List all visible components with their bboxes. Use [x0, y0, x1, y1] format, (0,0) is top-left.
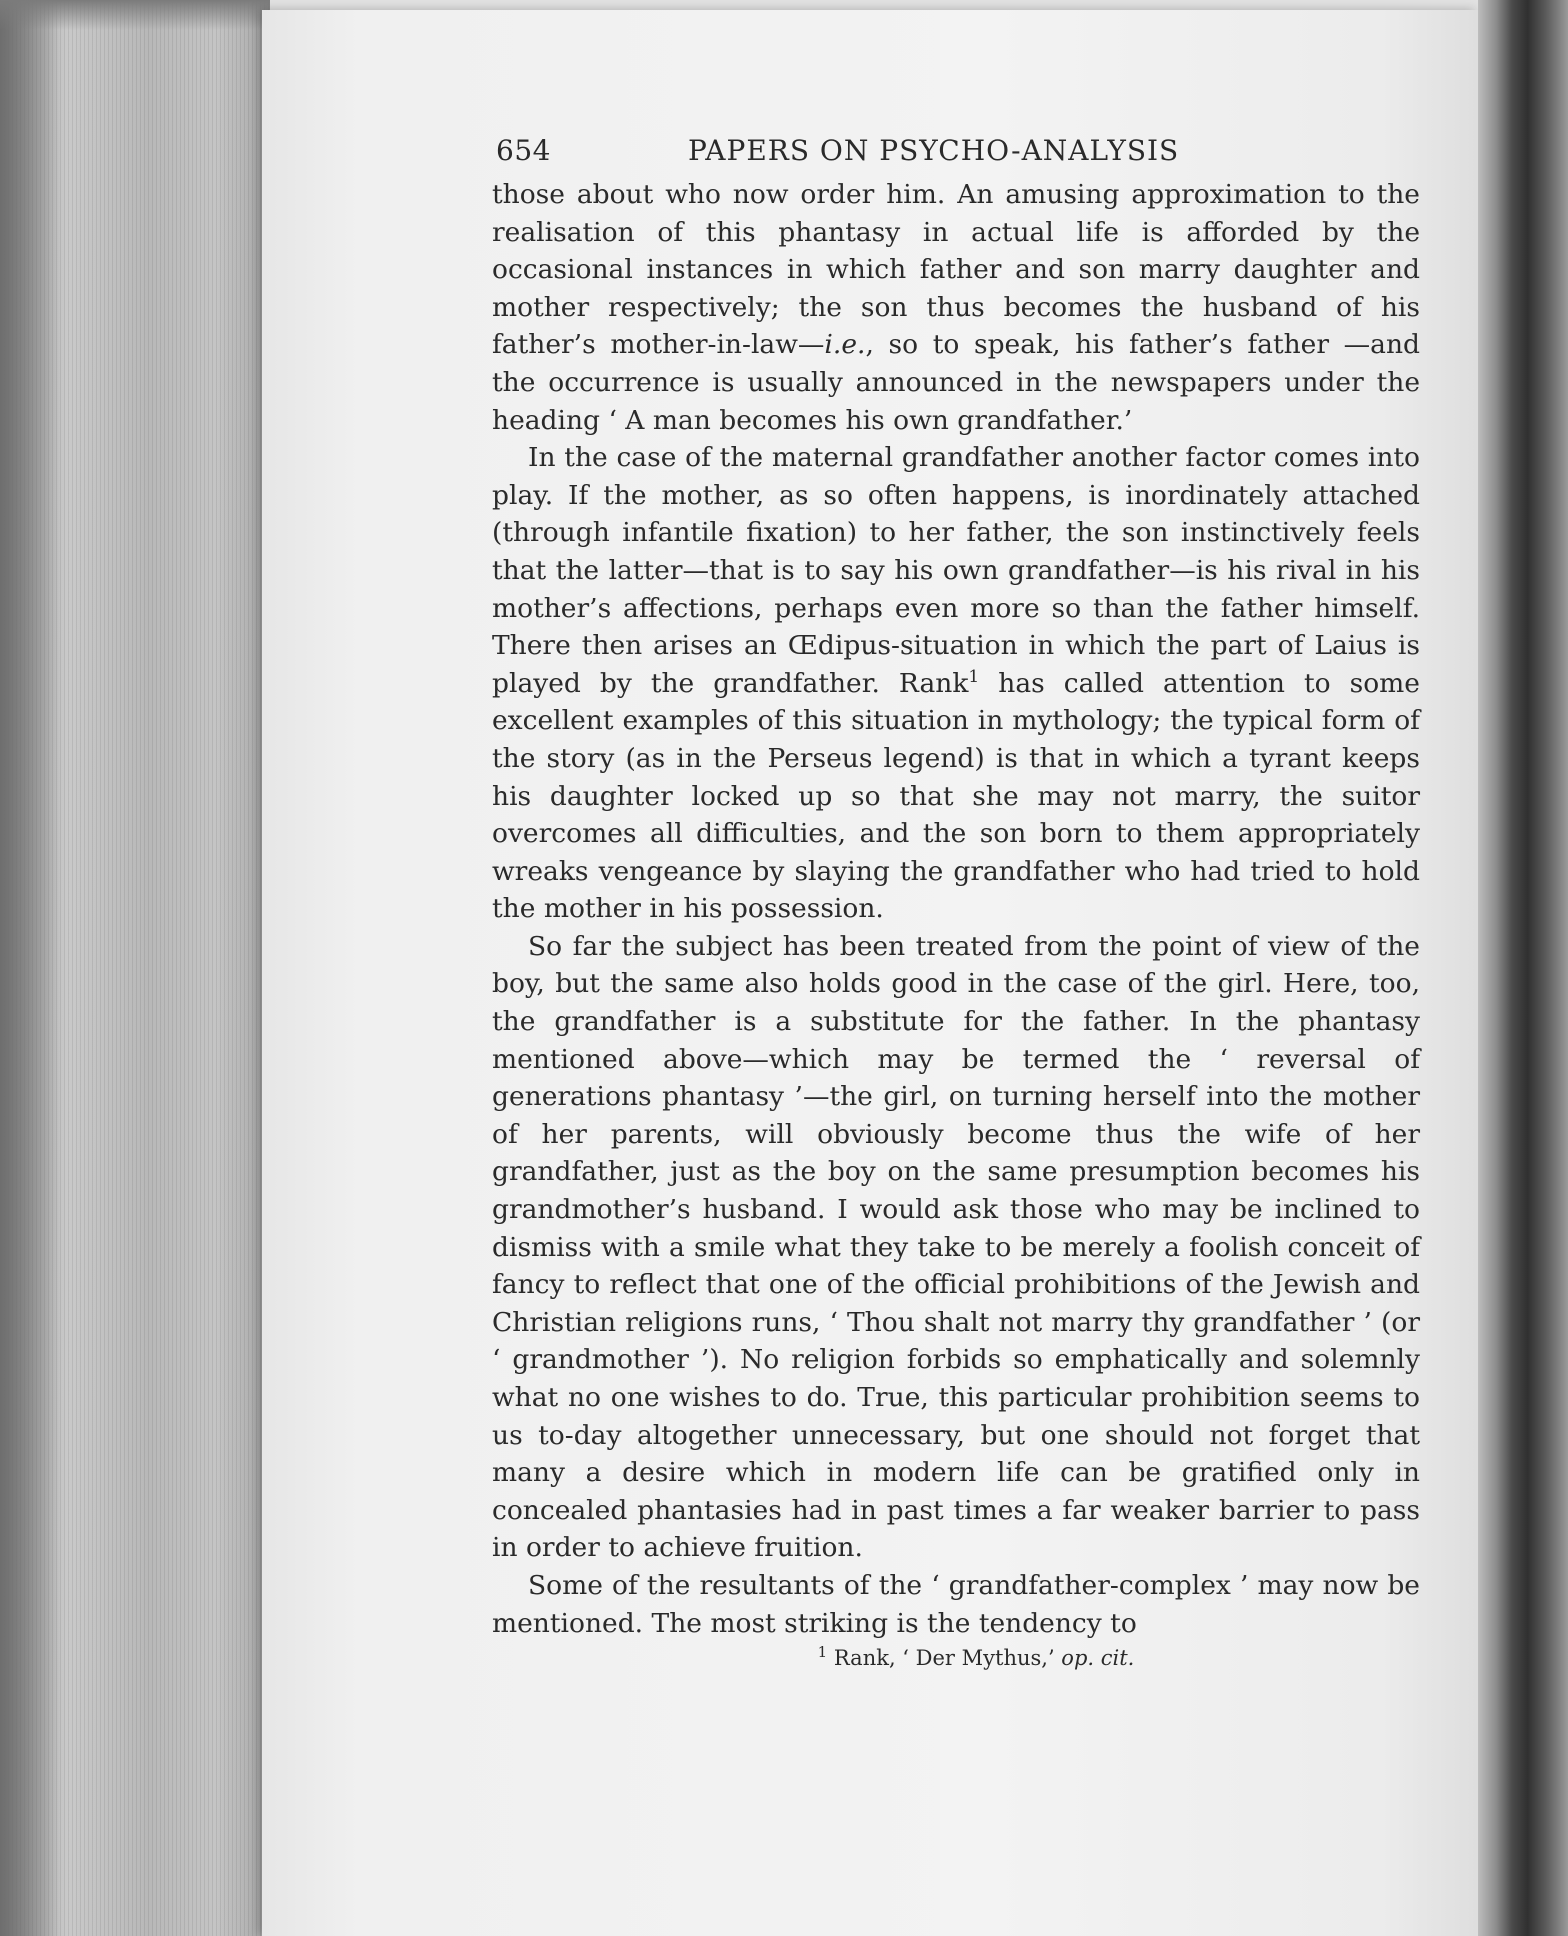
paragraph-1-text: those about who now order him. An amusing approximation to the realisation of this phantasy in actual life is afforded by the occasional instances in which father and son marry daughter and mother respectively; the son thus becomes the husband of his father’s mother-in-law—: [492, 179, 1420, 361]
paragraph-1-after: , so to speak, his father’s father —and the occurrence is usually announced in the newspapers under the heading ‘ A man becomes his own grandfather.’: [492, 329, 1420, 436]
footnote-mark: 1: [817, 1643, 828, 1662]
footnote-text: Rank, ‘ Der Mythus,’: [833, 1646, 1062, 1671]
paragraph-2: [492, 439, 1420, 928]
paragraph-2-before-ref: In the case of the maternal grandfather another factor comes into play. If the mother, as so often happens, is inordinately attached (through infantile fixation) to her father, the son instinctively feels that the latter—that is to say his own grandfather—is his rival in his mother’s affections, perhaps even more so than the father himself. There then arises an Œdipus-situation in which the part of Laius is played by the grandfather. Rank: [492, 442, 1420, 699]
edge-top-shadow: [0, 0, 270, 30]
footnote: [492, 1643, 1420, 1671]
book-gutter: [1478, 0, 1568, 1936]
page-text-block: [492, 130, 1420, 1670]
paragraph-1-italic: i.e.: [824, 329, 866, 361]
body-text: [492, 176, 1420, 1642]
paragraph-2-after-ref: has called attention to some excellent examples of this situation in mythology; the typical form of the story (as in the Perseus legend) is that in which a tyrant keeps his daughter locked up so that she may not marry, the suitor overcomes all difficulties, and the son born to them appropriately wreaks vengeance by slaying the grandfather who had tried to hold the mother in his possession.: [492, 667, 1420, 925]
edge-shadow: [0, 0, 60, 1936]
running-head: [492, 130, 1420, 176]
running-title: PAPERS ON PSYCHO-ANALYSIS: [688, 134, 1180, 167]
footnote-reference: 1: [968, 666, 980, 687]
page-number: 654: [496, 134, 551, 167]
paragraph-1: [492, 176, 1420, 439]
paragraph-3: So far the subject has been treated from the point of view of the boy, but the same also holds good in the case of the girl. Here, too, the grandfather is a substitute for the father. In the phantasy mentioned above—which may be termed the ‘ reversal of generations phantasy ’—the girl, on turning herself into the mother of her parents, will obviously become thus the wife of her grandfather, just as the boy on the same presumption becomes his grandmother’s husband. I would ask those who may be inclined to dismiss with a smile what they take to be merely a foolish conceit of fancy to reflect that one of the official prohibitions of the Jewish and Christian religions runs, ‘ Thou shalt not marry thy grandfather ’ (or ‘ grandmother ’). No religion forbids so emphatically and solemnly what no one wishes to do. True, this particular prohibition seems to us to-day altogether unnecessary, but one should not forget that many a desire which in modern life can be gratified only in concealed phantasies had in past times a far weaker barrier to pass in order to achieve fruition.: [492, 930, 1420, 1564]
footnote-italic: op. cit.: [1061, 1646, 1135, 1671]
paragraph-4: Some of the resultants of the ‘ grandfather-complex ’ may now be mentioned. The most striking is the tendency to: [492, 1569, 1420, 1639]
